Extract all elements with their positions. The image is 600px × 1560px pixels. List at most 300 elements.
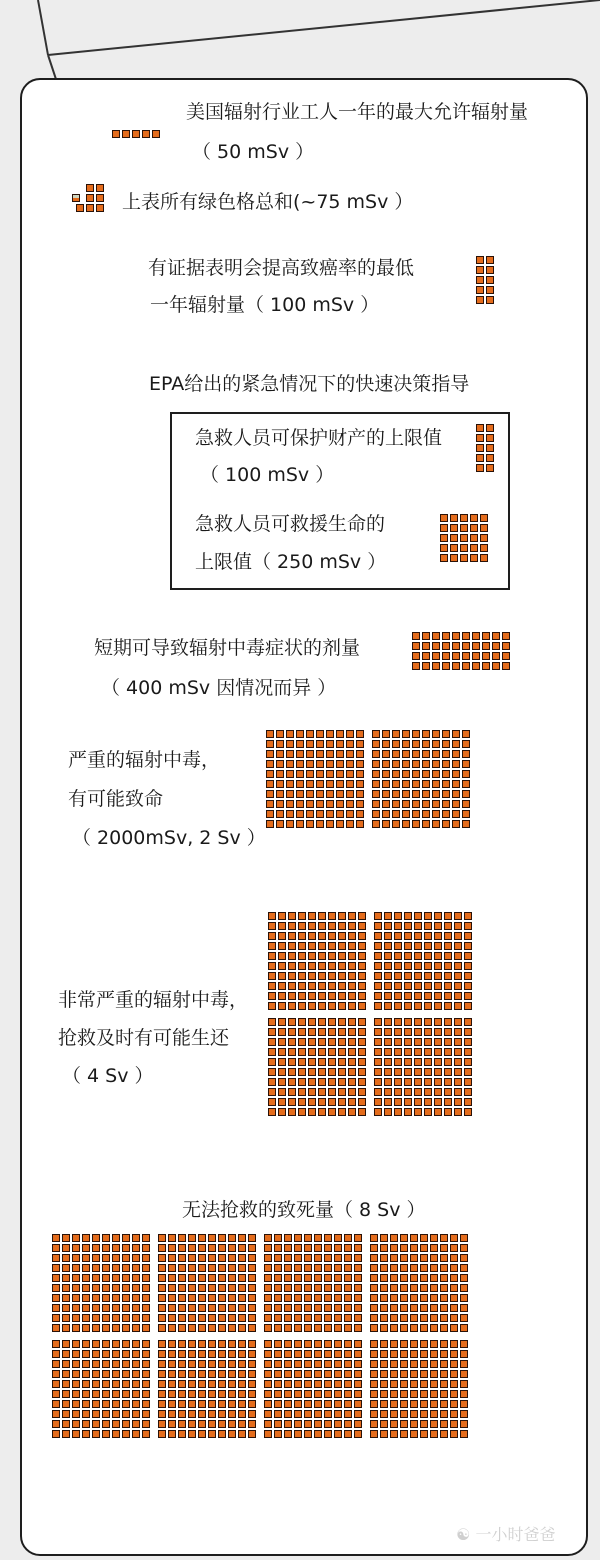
dose-cell xyxy=(316,730,324,738)
dose-cell xyxy=(228,1370,236,1378)
dose-cell xyxy=(370,1420,378,1428)
dose-cell xyxy=(354,1304,362,1312)
dose-cell xyxy=(348,942,356,950)
dose-cell xyxy=(392,800,400,808)
dose-cell xyxy=(142,1264,150,1272)
dose-cell xyxy=(248,1360,256,1368)
dose-cell xyxy=(380,1390,388,1398)
dose-cell xyxy=(390,1360,398,1368)
dose-cell xyxy=(470,544,478,552)
dose-cell xyxy=(286,790,294,798)
dose-cell xyxy=(298,1028,306,1036)
dose-cell xyxy=(338,1088,346,1096)
dose-cell xyxy=(208,1274,216,1282)
dose-cell xyxy=(314,1370,322,1378)
dose-cell xyxy=(344,1254,352,1262)
dose-cell xyxy=(52,1390,60,1398)
dose-cell xyxy=(486,444,494,452)
dose-cell xyxy=(394,1018,402,1026)
dose-cell xyxy=(318,1108,326,1116)
dose-cell xyxy=(208,1400,216,1408)
dose-cell xyxy=(92,1274,100,1282)
dose-cell xyxy=(354,1400,362,1408)
dose-cell xyxy=(410,1420,418,1428)
dose-cell xyxy=(82,1264,90,1272)
dose-cell xyxy=(450,1360,458,1368)
dose-cell xyxy=(286,760,294,768)
dose-cell xyxy=(294,1390,302,1398)
dose-cell xyxy=(348,982,356,990)
dose-cell xyxy=(102,1284,110,1292)
dose-cell xyxy=(334,1390,342,1398)
dose-cell xyxy=(294,1420,302,1428)
dose-cell xyxy=(208,1420,216,1428)
dose-cell xyxy=(178,1324,186,1332)
dose-cell xyxy=(268,982,276,990)
dose-cell xyxy=(374,912,382,920)
dose-cell xyxy=(276,820,284,828)
dose-cell xyxy=(410,1244,418,1252)
dose-cell xyxy=(348,932,356,940)
dose-cell xyxy=(334,1254,342,1262)
dose-cell xyxy=(334,1304,342,1312)
dose-cell xyxy=(218,1294,226,1302)
dose-cell xyxy=(294,1294,302,1302)
dose-cell xyxy=(444,1002,452,1010)
dose-cell xyxy=(444,1048,452,1056)
dose-cell xyxy=(228,1420,236,1428)
dose-cell xyxy=(328,942,336,950)
dose-cell xyxy=(390,1390,398,1398)
dose-cell xyxy=(430,1304,438,1312)
dose-cell xyxy=(278,1028,286,1036)
dose-cell xyxy=(414,932,422,940)
dose-cell xyxy=(274,1274,282,1282)
dose-cell xyxy=(142,1340,150,1348)
dose-cell xyxy=(348,912,356,920)
dose-cell xyxy=(288,942,296,950)
dose-cell xyxy=(122,1410,130,1418)
dose-cell xyxy=(336,750,344,758)
dose-cell xyxy=(434,962,442,970)
dose-cell xyxy=(372,820,380,828)
dose-cell xyxy=(346,780,354,788)
dose-cell xyxy=(450,1390,458,1398)
dose-cell xyxy=(82,1400,90,1408)
dose-cell xyxy=(238,1244,246,1252)
dose-cell xyxy=(348,1058,356,1066)
dose-cell xyxy=(316,810,324,818)
dose-cell xyxy=(454,1038,462,1046)
dose-cell xyxy=(308,1048,316,1056)
dose-cell xyxy=(450,1254,458,1262)
dose-cell xyxy=(358,912,366,920)
dose-cell xyxy=(274,1264,282,1272)
dose-cell xyxy=(370,1314,378,1322)
dose-cell xyxy=(410,1360,418,1368)
dose-cell xyxy=(102,1314,110,1322)
dose-cell xyxy=(354,1350,362,1358)
dose-cell xyxy=(424,1098,432,1106)
dose-cell xyxy=(294,1244,302,1252)
severe-poisoning-label-1: 严重的辐射中毒， xyxy=(68,749,221,771)
dose-cell xyxy=(346,820,354,828)
dose-cell xyxy=(434,1002,442,1010)
dose-cell xyxy=(266,780,274,788)
dose-cell xyxy=(248,1350,256,1358)
dose-cell xyxy=(198,1294,206,1302)
dose-cell xyxy=(424,1028,432,1036)
dose-cell xyxy=(132,1244,140,1252)
watermark-text: 一小时爸爸 xyxy=(475,1525,556,1544)
dose-cell xyxy=(296,730,304,738)
dose-cell xyxy=(198,1340,206,1348)
dose-cell xyxy=(480,514,488,522)
dose-cell xyxy=(400,1430,408,1438)
dose-cell xyxy=(422,820,430,828)
dose-cell xyxy=(390,1274,398,1282)
dose-cell xyxy=(380,1274,388,1282)
dose-cell xyxy=(248,1244,256,1252)
dose-cell xyxy=(450,554,458,562)
dose-cell xyxy=(444,1068,452,1076)
dose-cell xyxy=(444,1018,452,1026)
dose-cell xyxy=(440,554,448,562)
dose-cell xyxy=(400,1234,408,1242)
dose-cell xyxy=(430,1400,438,1408)
dose-cell xyxy=(228,1410,236,1418)
partial-cell xyxy=(72,194,80,202)
dose-cell xyxy=(460,1360,468,1368)
dose-cell xyxy=(228,1350,236,1358)
dose-cell xyxy=(454,952,462,960)
dose-cell xyxy=(168,1390,176,1398)
dose-cell xyxy=(142,1294,150,1302)
dose-cell xyxy=(460,1410,468,1418)
dose-cell xyxy=(464,1068,472,1076)
dose-cell xyxy=(358,962,366,970)
dose-cell xyxy=(346,810,354,818)
dose-cell xyxy=(102,1244,110,1252)
dose-cell xyxy=(238,1304,246,1312)
dose-cell xyxy=(286,730,294,738)
dose-cell xyxy=(308,1088,316,1096)
dose-cell xyxy=(404,1098,412,1106)
dose-cell xyxy=(476,276,484,284)
dose-cell xyxy=(404,912,412,920)
dose-cell xyxy=(318,1038,326,1046)
dose-cell xyxy=(238,1390,246,1398)
dose-cell xyxy=(404,932,412,940)
dose-cell xyxy=(62,1234,70,1242)
dose-cell xyxy=(112,1244,120,1252)
dose-cell xyxy=(480,534,488,542)
dose-cell xyxy=(248,1380,256,1388)
dose-cell xyxy=(344,1410,352,1418)
dose-cell xyxy=(404,982,412,990)
dose-cell xyxy=(284,1370,292,1378)
dose-cell xyxy=(188,1274,196,1282)
dose-cell xyxy=(178,1254,186,1262)
dose-cell xyxy=(218,1244,226,1252)
dose-cell xyxy=(442,652,450,660)
dose-cell xyxy=(178,1304,186,1312)
dose-cell xyxy=(410,1294,418,1302)
dose-cell xyxy=(82,1304,90,1312)
dose-cell xyxy=(132,1430,140,1438)
dose-cell xyxy=(284,1254,292,1262)
dose-cell xyxy=(122,1234,130,1242)
dose-cell xyxy=(380,1360,388,1368)
dose-cell xyxy=(472,662,480,670)
dose-cell xyxy=(288,1098,296,1106)
dose-cell xyxy=(248,1410,256,1418)
dose-cell xyxy=(442,740,450,748)
dose-cell xyxy=(404,1002,412,1010)
dose-cell xyxy=(338,1048,346,1056)
dose-cell xyxy=(374,1018,382,1026)
dose-cell xyxy=(248,1420,256,1428)
dose-cell xyxy=(142,1430,150,1438)
dose-cell xyxy=(274,1390,282,1398)
dose-cell xyxy=(440,534,448,542)
dose-cell xyxy=(238,1314,246,1322)
dose-cell xyxy=(266,810,274,818)
dose-cell xyxy=(394,1028,402,1036)
dose-cell xyxy=(370,1380,378,1388)
dose-cell xyxy=(286,800,294,808)
dose-cell xyxy=(198,1264,206,1272)
wechat-icon: ☯ xyxy=(456,1525,471,1544)
dose-cell xyxy=(444,1078,452,1086)
dose-cell xyxy=(188,1430,196,1438)
dose-cell xyxy=(276,800,284,808)
dose-cell xyxy=(392,770,400,778)
dose-cell xyxy=(412,750,420,758)
dose-cell xyxy=(278,1068,286,1076)
dose-cell xyxy=(338,982,346,990)
dose-cell xyxy=(158,1360,166,1368)
dose-cell xyxy=(344,1370,352,1378)
dose-cell xyxy=(400,1390,408,1398)
dose-cell xyxy=(354,1420,362,1428)
dose-cell xyxy=(308,1108,316,1116)
dose-cell xyxy=(102,1274,110,1282)
dose-cell xyxy=(380,1294,388,1302)
dose-cell xyxy=(482,662,490,670)
dose-cell xyxy=(328,952,336,960)
dose-cell xyxy=(432,730,440,738)
dose-cell xyxy=(284,1274,292,1282)
dose-cell xyxy=(402,760,410,768)
dose-cell xyxy=(62,1294,70,1302)
dose-cell xyxy=(308,1028,316,1036)
dose-cell xyxy=(308,952,316,960)
dose-cell xyxy=(394,1088,402,1096)
dose-cell xyxy=(414,1078,422,1086)
dose-cell xyxy=(384,982,392,990)
dose-cell xyxy=(422,750,430,758)
dose-cell xyxy=(72,1284,80,1292)
dose-cell xyxy=(294,1430,302,1438)
dose-cell xyxy=(268,1002,276,1010)
dose-cell xyxy=(450,1420,458,1428)
dose-cell xyxy=(218,1340,226,1348)
dose-cell xyxy=(168,1284,176,1292)
dose-cell xyxy=(122,1314,130,1322)
dose-cell xyxy=(308,1068,316,1076)
dose-cell xyxy=(306,780,314,788)
dose-cell xyxy=(336,740,344,748)
dose-cell xyxy=(380,1410,388,1418)
dose-cell xyxy=(410,1314,418,1322)
dose-cell xyxy=(142,1360,150,1368)
dose-cell xyxy=(288,922,296,930)
dose-cell xyxy=(384,912,392,920)
dose-cell xyxy=(112,1430,120,1438)
dose-cell xyxy=(348,972,356,980)
dose-cell xyxy=(188,1420,196,1428)
dose-cell xyxy=(316,790,324,798)
dose-cell xyxy=(380,1284,388,1292)
dose-cell xyxy=(188,1390,196,1398)
dose-cell xyxy=(344,1314,352,1322)
dose-cell xyxy=(188,1314,196,1322)
dose-cell xyxy=(62,1314,70,1322)
dose-cell xyxy=(440,1274,448,1282)
dose-cell xyxy=(298,932,306,940)
dose-cell xyxy=(390,1380,398,1388)
dose-cell xyxy=(82,1360,90,1368)
dose-cell xyxy=(372,770,380,778)
dose-cell xyxy=(460,1304,468,1312)
dose-cell xyxy=(344,1324,352,1332)
dose-cell xyxy=(248,1324,256,1332)
dose-cell xyxy=(354,1234,362,1242)
dose-cell xyxy=(264,1400,272,1408)
dose-cell xyxy=(268,1088,276,1096)
dose-cell xyxy=(72,1314,80,1322)
dose-cell xyxy=(238,1380,246,1388)
dose-cell xyxy=(274,1430,282,1438)
dose-cell xyxy=(430,1370,438,1378)
dose-cell xyxy=(92,1340,100,1348)
dose-cell xyxy=(460,1350,468,1358)
dose-cell xyxy=(400,1360,408,1368)
dose-cell xyxy=(294,1314,302,1322)
dose-cell xyxy=(440,1314,448,1322)
dose-cell xyxy=(472,642,480,650)
dose-cell xyxy=(374,1048,382,1056)
dose-cell xyxy=(264,1380,272,1388)
dose-cell xyxy=(72,1304,80,1312)
dose-cell xyxy=(314,1350,322,1358)
dose-cell xyxy=(304,1304,312,1312)
dose-cell xyxy=(326,790,334,798)
dose-cell xyxy=(326,770,334,778)
dose-cell xyxy=(400,1274,408,1282)
dose-cell xyxy=(102,1410,110,1418)
dose-cell xyxy=(318,1088,326,1096)
dose-cell xyxy=(76,204,84,212)
dose-cell xyxy=(198,1314,206,1322)
dose-cell xyxy=(348,1078,356,1086)
dose-cell xyxy=(276,750,284,758)
dose-cell xyxy=(296,820,304,828)
dose-cell xyxy=(454,992,462,1000)
dose-cell xyxy=(346,740,354,748)
dose-cell xyxy=(298,962,306,970)
dose-cell xyxy=(294,1380,302,1388)
dose-cell xyxy=(420,1294,428,1302)
dose-cell xyxy=(422,790,430,798)
dose-cell xyxy=(454,942,462,950)
dose-cell xyxy=(374,982,382,990)
dose-cell xyxy=(96,184,104,192)
very-severe-poisoning-value: （ 4 Sv ） xyxy=(62,1065,154,1087)
dose-cell xyxy=(178,1380,186,1388)
dose-cell xyxy=(486,424,494,432)
dose-cell xyxy=(218,1380,226,1388)
dose-cell xyxy=(422,632,430,640)
dose-cell xyxy=(470,524,478,532)
dose-cell xyxy=(444,982,452,990)
dose-cell xyxy=(82,1340,90,1348)
dose-cell xyxy=(380,1400,388,1408)
dose-cell xyxy=(420,1420,428,1428)
dose-cell xyxy=(198,1254,206,1262)
dose-cell xyxy=(198,1410,206,1418)
dose-cell xyxy=(412,730,420,738)
dose-cell xyxy=(464,952,472,960)
dose-cell xyxy=(420,1234,428,1242)
dose-cell xyxy=(404,1048,412,1056)
dose-cell xyxy=(284,1350,292,1358)
dose-cell xyxy=(440,544,448,552)
dose-cell xyxy=(414,952,422,960)
dose-cell xyxy=(432,642,440,650)
cancer-evidence-value: 一年辐射量（ 100 mSv ） xyxy=(150,294,380,316)
dose-cell xyxy=(434,922,442,930)
dose-cell xyxy=(348,992,356,1000)
dose-cell xyxy=(372,740,380,748)
dose-cell xyxy=(82,1254,90,1262)
dose-cell xyxy=(142,1350,150,1358)
dose-cell xyxy=(122,1360,130,1368)
dose-cell xyxy=(414,972,422,980)
dose-cell xyxy=(208,1314,216,1322)
dose-cell xyxy=(462,780,470,788)
dose-cell xyxy=(502,632,510,640)
dose-cell xyxy=(62,1420,70,1428)
dose-cell xyxy=(422,800,430,808)
dose-cell xyxy=(266,770,274,778)
dose-cell xyxy=(444,1088,452,1096)
dose-cell xyxy=(62,1350,70,1358)
dose-cell xyxy=(318,912,326,920)
dose-cell xyxy=(400,1400,408,1408)
dose-cell xyxy=(334,1264,342,1272)
dose-cell xyxy=(248,1234,256,1242)
dose-cell xyxy=(92,1370,100,1378)
dose-cell xyxy=(334,1400,342,1408)
dose-cell xyxy=(218,1410,226,1418)
dose-cell xyxy=(82,1274,90,1282)
dose-cell xyxy=(274,1370,282,1378)
dose-cell xyxy=(132,1284,140,1292)
dose-cell xyxy=(168,1430,176,1438)
dose-cell xyxy=(228,1294,236,1302)
